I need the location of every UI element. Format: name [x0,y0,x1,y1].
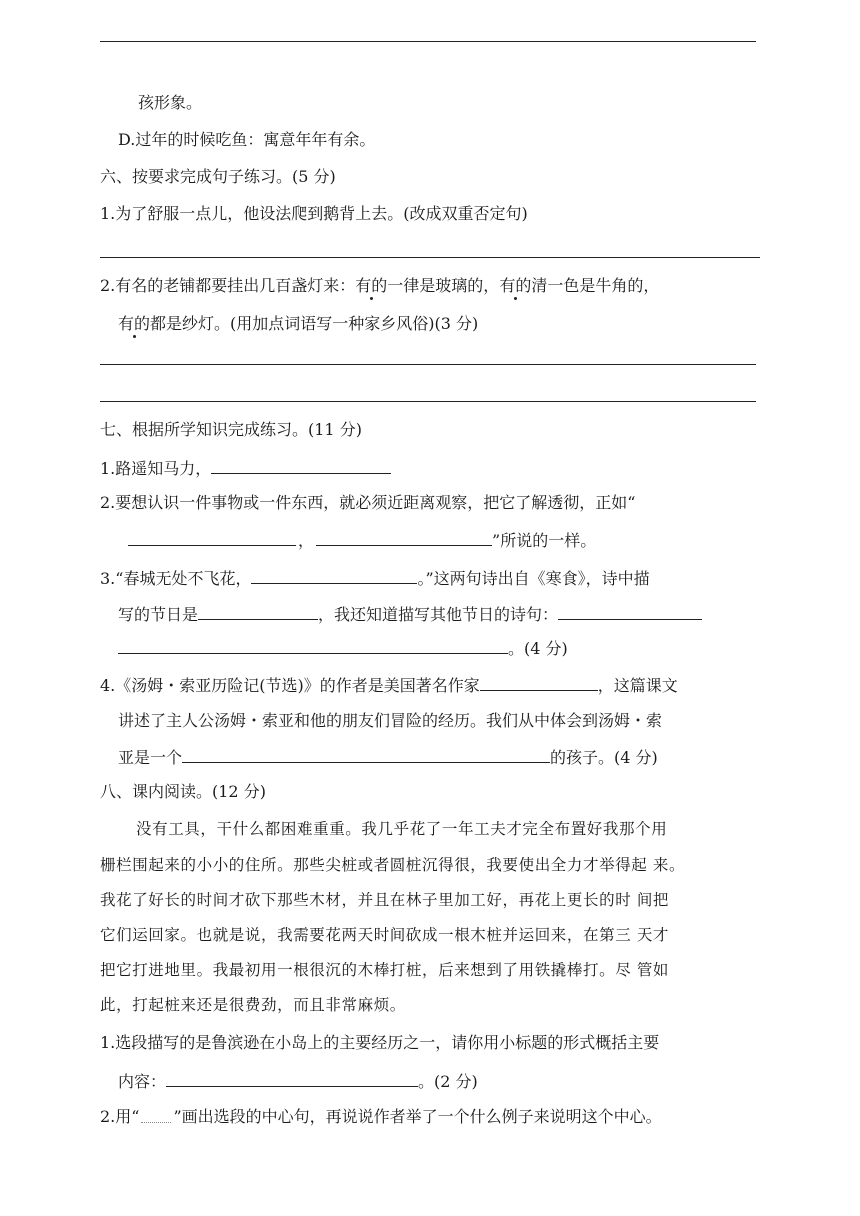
continuation-line: 孩形象。 [138,93,203,112]
passage-line-1: 没有工具，干什么都困难重重。我几乎花了一年工夫才完全布置好我那个用 [136,820,668,838]
s6-question-1: 1.为了舒服一点儿，他设法爬到鹅背上去。(改成双重否定句) [100,204,528,223]
passage-line-5: 把它打进地里。我最初用一根很沉的木棒打桩，后来想到了用铁撬棒打。尽 管如 [100,961,670,979]
s7-q1-blank[interactable] [211,456,391,474]
top-rule [100,41,756,42]
s7-q3-end: 。(4 分) [508,639,568,658]
s7-q2-comma: ， [298,531,315,550]
s7-q4-text-c: 亚是一个 [118,748,183,767]
s8-q2-text-a: 2.用“ [100,1107,140,1126]
s6-q2-text-d: 都是纱灯。(用加点词语写一种家乡风俗)(3 分) [150,314,479,333]
s7-question-4-line3 [118,745,658,769]
s7-question-2-line1: 2.要想认识一件事物或一件东西，就必须近距离观察，把它了解透彻，正如“ [100,493,636,512]
passage-line-3: 我花了好长的时间才砍下那些木材，并且在林子里加工好，再花上更长的时 间把 [100,891,670,909]
s8-q1-text-a: 内容： [118,1072,167,1091]
s7-question-3-line3 [118,636,568,660]
s7-question-3-line1 [100,566,650,590]
s7-question-1 [100,456,391,480]
s7-question-2-line2 [128,528,596,552]
s7-q3-text-a: 3.“春城无处不飞花， [100,569,252,588]
s8-q1-text-b: 。(2 分) [418,1072,478,1091]
s7-q4-text-a: 4.《汤姆・索亚历险记(节选)》的作者是美国著名作家 [100,676,480,695]
s7-q3-blank-4[interactable] [118,636,508,654]
section-6-heading: 六、按要求完成句子练习。(5 分) [100,167,336,186]
section-8-heading: 八、课内阅读。(12 分) [100,782,266,801]
s6-q2-text-b: 一律是玻璃的， [387,276,500,295]
s8-question-1-line1: 1.选段描写的是鲁滨逊在小岛上的主要经历之一，请你用小标题的形式概括主要 [100,1033,660,1052]
s7-q3-text-c: 写的节日是 [118,605,199,624]
s7-q3-blank-1[interactable] [251,566,417,584]
section-7-heading: 七、根据所学知识完成练习。(11 分) [100,420,362,439]
s7-q3-blank-2[interactable] [198,602,318,620]
s8-question-1-line2 [118,1069,478,1093]
s7-q2-blank-2[interactable] [316,528,492,546]
s7-question-4-line1 [100,673,678,697]
s8-q2-text-b: ”画出选段的中心句，再说说作者举了一个什么例子来说明这个中心。 [173,1107,662,1126]
s6-q2-text-a: 2.有名的老铺都要挂出几百盏灯来： [100,276,356,295]
passage-line-6: 此，打起桩来还是很费劲，而且非常麻烦。 [100,996,406,1014]
wavy-underline-sample [141,1112,171,1123]
passage-line-4: 它们运回家。也就是说，我需要花两天时间砍成一根木桩并运回来，在第三 天才 [100,926,670,944]
s7-q3-blank-3[interactable] [558,602,702,620]
s6-q2-text-c: 清一色是牛角的， [531,276,660,295]
s6-q2-answer-line-1[interactable] [100,364,756,365]
s7-q4-blank-1[interactable] [480,673,598,691]
s6-q2-answer-line-2[interactable] [100,401,756,402]
s7-q3-text-d: ，我还知道描写其他节日的诗句： [318,605,559,624]
s7-q2-blank-1[interactable] [128,528,296,546]
s6-q1-answer-line[interactable] [100,257,760,258]
s6-q2-dotted-word-3: 有的 [118,314,151,333]
s7-q4-text-b: ，这篇课文 [597,676,678,695]
s6-question-2-line2 [118,313,478,335]
s7-q4-blank-2[interactable] [182,745,550,763]
s7-q3-text-b: 。”这两句诗出自《寒食》，诗中描 [417,569,650,588]
s7-question-4-line2: 讲述了主人公汤姆・索亚和他的朋友们冒险的经历。我们从中体会到汤姆・索 [118,711,663,730]
s7-q2-end: ”所说的一样。 [492,531,597,550]
option-d: D.过年的时候吃鱼：寓意年年有余。 [118,130,376,149]
s7-q1-text: 1.路遥知马力， [100,459,212,478]
s8-question-2 [100,1106,662,1128]
s7-q4-text-d: 的孩子。(4 分) [550,748,658,767]
s6-q2-dotted-word-2: 有的 [499,276,532,295]
s8-q1-blank[interactable] [166,1069,418,1087]
s7-question-3-line2 [118,602,702,626]
s6-q2-dotted-word-1: 有的 [355,276,388,295]
passage-line-2: 栅栏围起来的小小的住所。那些尖桩或者圆桩沉得很，我要使出全力才举得起 来。 [100,856,686,874]
s6-question-2-line1 [100,275,659,297]
